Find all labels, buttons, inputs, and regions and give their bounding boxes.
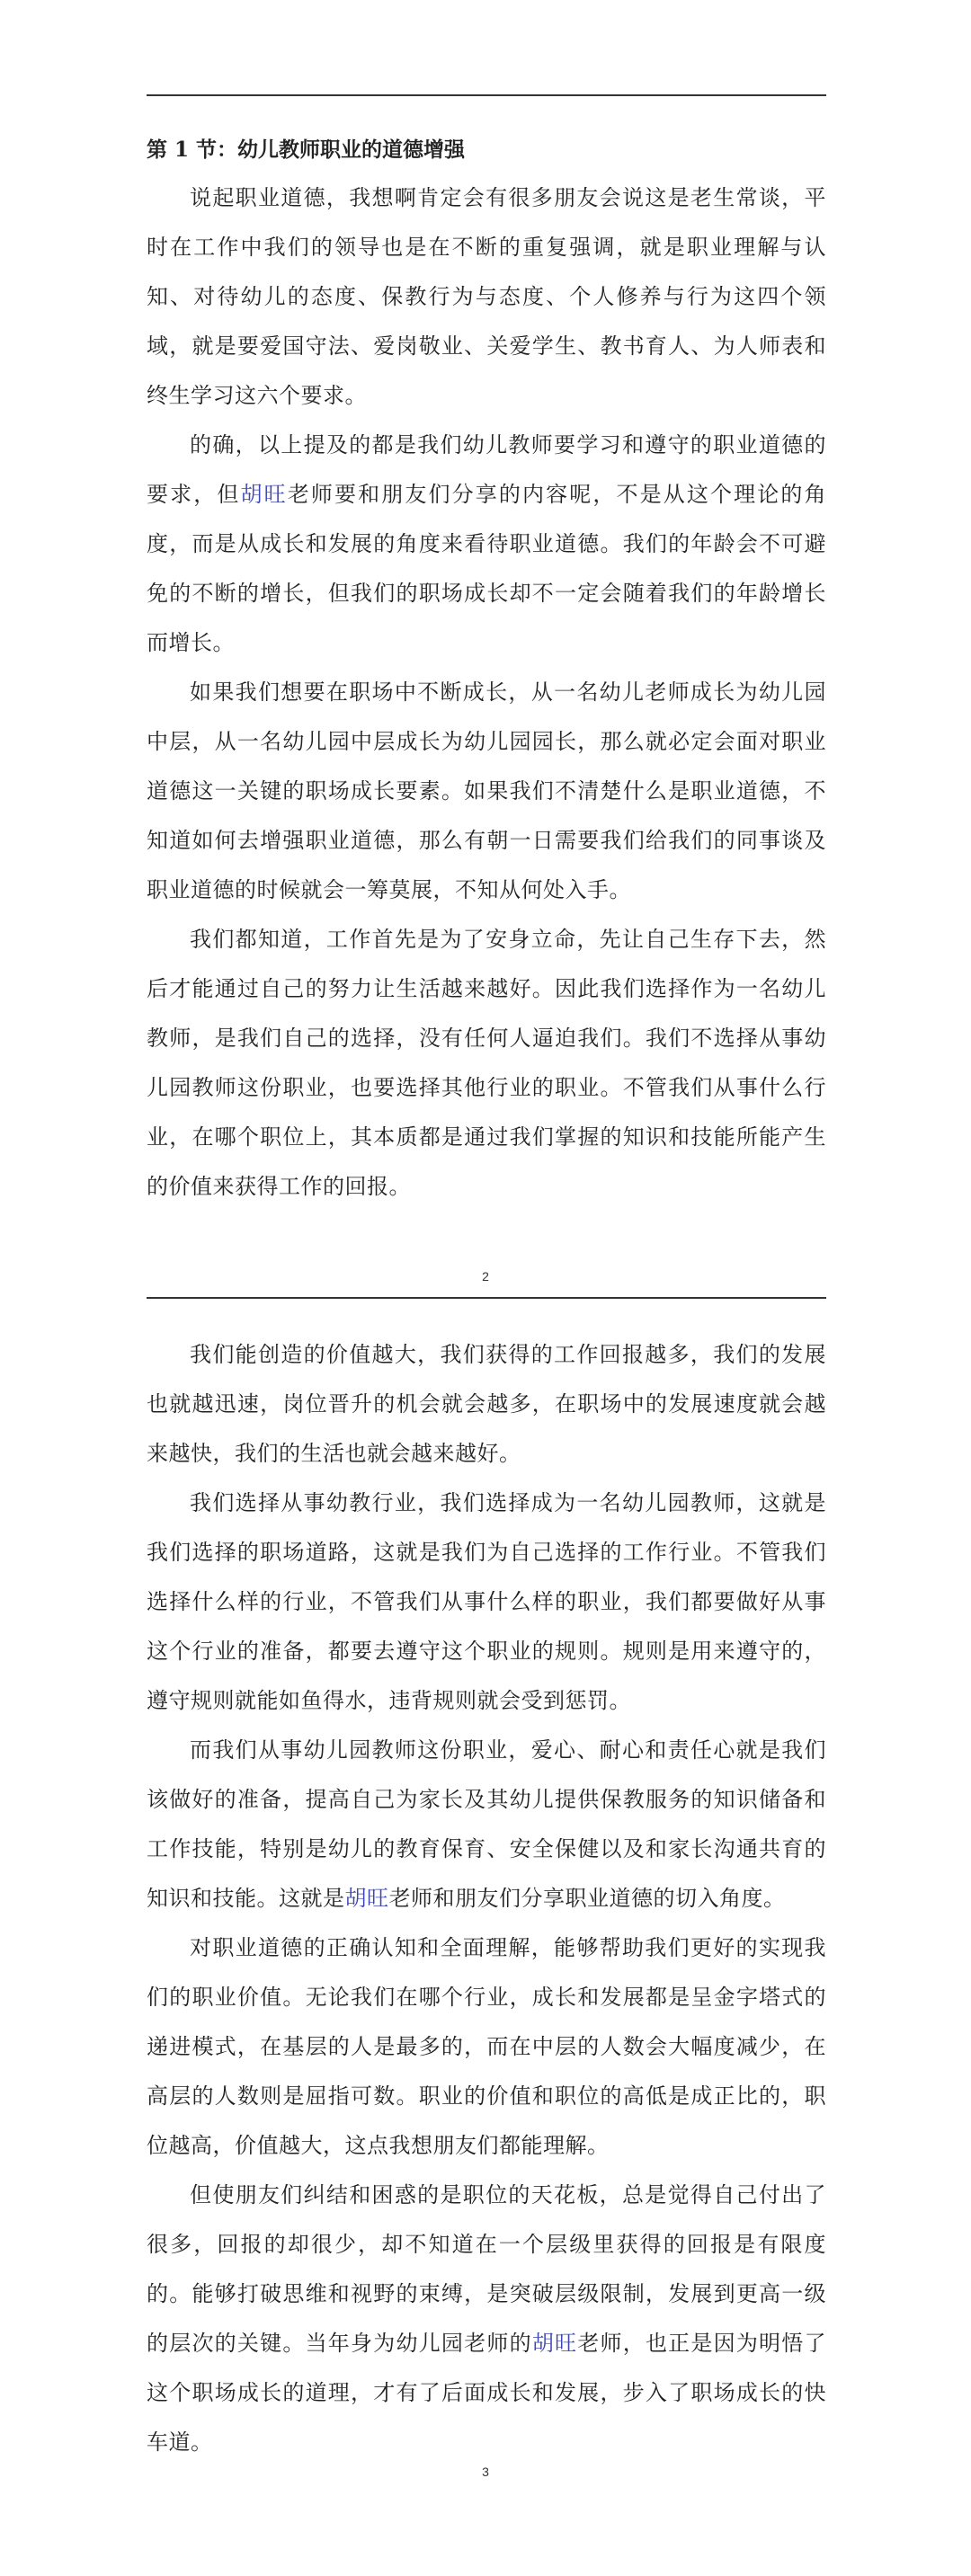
page-number: 2 <box>482 1269 489 1284</box>
document-page-2 <box>147 130 826 1212</box>
paragraph: 的确，以上提及的都是我们幼儿教师要学习和遵守的职业道德的要求，但胡旺老师要和朋友们分享的内容呢，不是从这个理论的角度，而是从成长和发展的角度来看待职业道德。我们的年龄会不可避免的不断的增长，但我们的职场成长却不一定会随着我们的年龄增长而增长。 <box>147 432 826 655</box>
author-name-link[interactable]: 胡旺 <box>240 482 288 507</box>
paragraph: 我们都知道，工作首先是为了安身立命，先让自己生存下去，然后才能通过自己的努力让生活越来越好。因此我们选择作为一名幼儿教师，是我们自己的选择，没有任何人逼迫我们。我们不选择从事幼儿园教师这份职业，也要选择其他行业的职业。不管我们从事什么行业，在哪个职位上，其本质都是通过我们掌握的知识和技能所能产生的价值来获得工作的回报。 <box>147 927 826 1199</box>
paragraph: 说起职业道德，我想啊肯定会有很多朋友会说这是老生常谈，平时在工作中我们的领导也是在不断的重复强调，就是职业理解与认知、对待幼儿的态度、保教行为与态度、个人修养与行为这四个领域，就是要爱国守法、爱岗敬业、关爱学生、教书育人、为人师表和终生学习这六个要求。 <box>147 185 826 408</box>
page-top-rule <box>147 94 826 96</box>
paragraph: 对职业道德的正确认知和全面理解，能够帮助我们更好的实现我们的职业价值。无论我们在哪个行业，成长和发展都是呈金字塔式的递进模式，在基层的人是最多的，而在中层的人数会大幅度减少，在高层的人数则是屈指可数。职业的价值和职位的高低是成正比的，职位越高，价值越大，这点我想朋友们都能理解。 <box>147 1935 826 2158</box>
section-heading: 第 1 节：幼儿教师职业的道德增强 <box>147 138 466 162</box>
page-separator-rule <box>147 1297 826 1299</box>
paragraph: 我们选择从事幼教行业，我们选择成为一名幼儿园教师，这就是我们选择的职场道路，这就是我们为自己选择的工作行业。不管我们选择什么样的行业，不管我们从事什么样的职业，我们都要做好从事这个行业的准备，都要去遵守这个职业的规则。规则是用来遵守的，遵守规则就能如鱼得水，违背规则就会受到惩罚。 <box>147 1490 826 1713</box>
paragraph: 而我们从事幼儿园教师这份职业，爱心、耐心和责任心就是我们该做好的准备，提高自己为家长及其幼儿提供保教服务的知识储备和工作技能，特别是幼儿的教育保育、安全保健以及和家长沟通共育的知识和技能。这就是胡旺老师和朋友们分享职业道德的切入角度。 <box>147 1737 826 1911</box>
author-name-link[interactable]: 胡旺 <box>531 2331 578 2356</box>
paragraph: 我们能创造的价值越大，我们获得的工作回报越多，我们的发展也就越迅速，岗位晋升的机会就会越多，在职场中的发展速度就会越来越快，我们的生活也就会越来越好。 <box>147 1342 826 1466</box>
paragraph: 但使朋友们纠结和困惑的是职位的天花板，总是觉得自己付出了很多，回报的却很少，却不知道在一个层级里获得的回报是有限度的。能够打破思维和视野的束缚，是突破层级限制，发展到更高一级的层次的关键。当年身为幼儿园老师的胡旺老师，也正是因为明悟了这个职场成长的道理，才有了后面成长和发展，步入了职场成长的快车道。 <box>147 2182 827 2455</box>
page-number: 3 <box>482 2465 489 2479</box>
author-name-link[interactable]: 胡旺 <box>344 1886 389 1911</box>
paragraph: 如果我们想要在职场中不断成长，从一名幼儿老师成长为幼儿园中层，从一名幼儿园中层成长为幼儿园园长，那么就必定会面对职业道德这一关键的职场成长要素。如果我们不清楚什么是职业道德，不知道如何去增强职业道德，那么有朝一日需要我们给我们的同事谈及职业道德的时候就会一筹莫展，不知从何处入手。 <box>147 680 826 902</box>
document-page-3 <box>147 1330 826 2467</box>
